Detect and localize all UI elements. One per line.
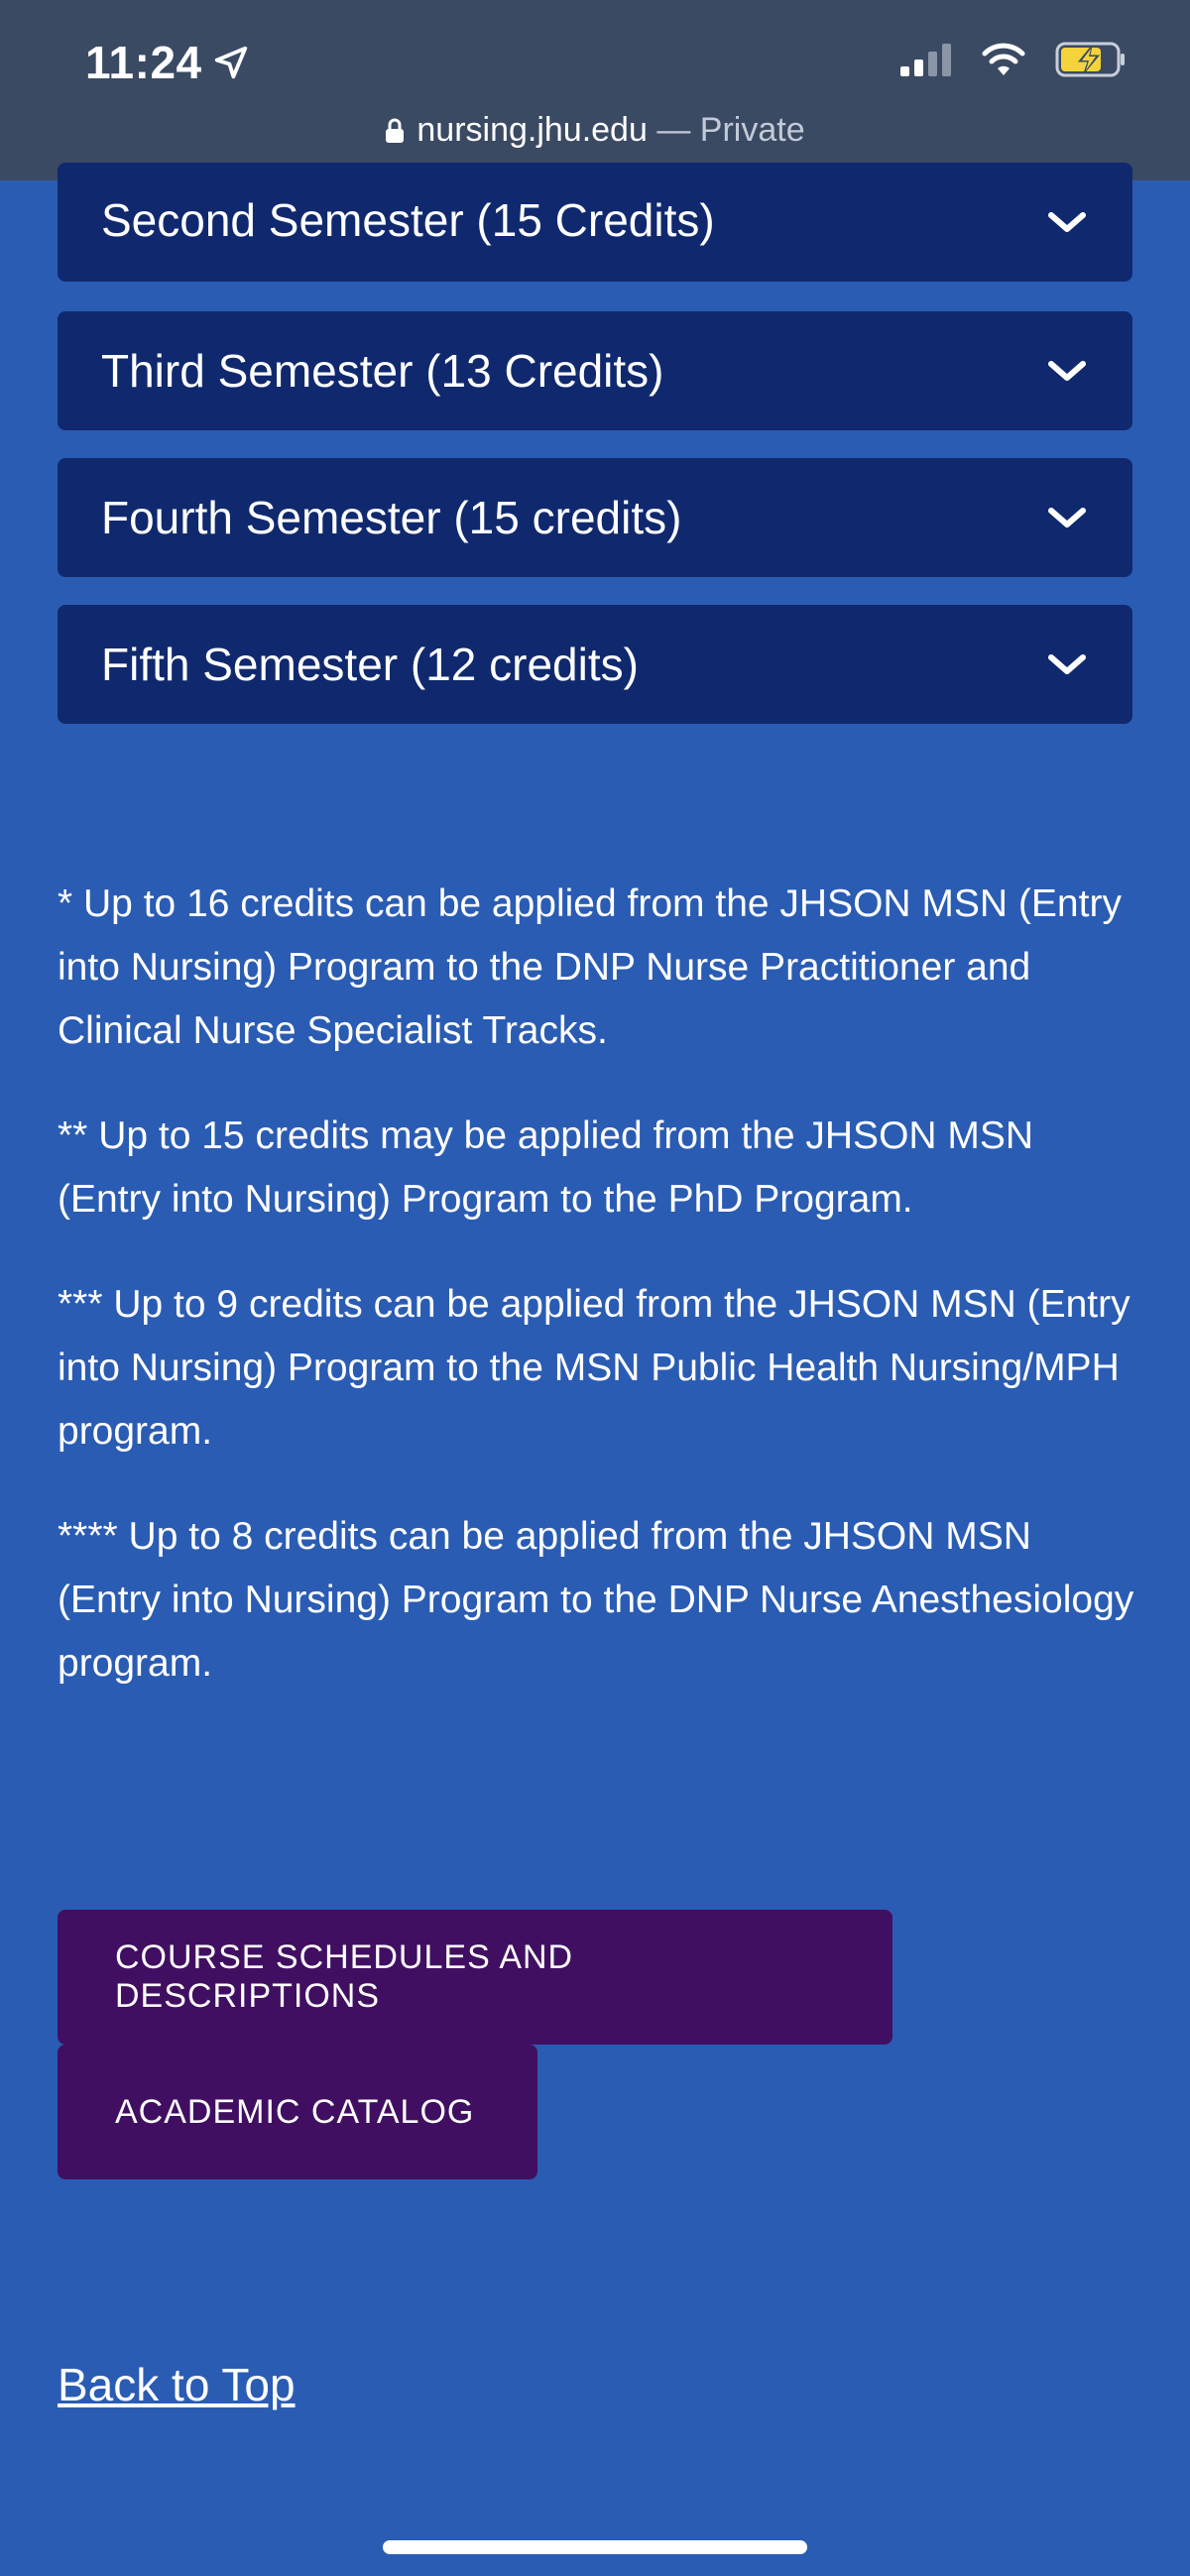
chevron-down-icon — [1045, 356, 1089, 386]
back-to-top-link[interactable]: Back to Top — [58, 2359, 296, 2410]
accordion-second-semester[interactable] — [58, 163, 1132, 282]
battery-charging-icon — [1055, 42, 1127, 77]
lock-icon — [385, 118, 405, 144]
status-time — [85, 36, 250, 89]
footnote-2: ** Up to 15 credits may be applied from the JHSON MSN (Entry into Nursing) Program to the PhD Program. — [58, 1114, 1034, 1221]
accordion-label: Fifth Semester (12 credits) — [101, 639, 639, 690]
cellular-signal-icon — [900, 43, 952, 76]
location-arrow-icon — [212, 44, 250, 81]
private-label: Private — [699, 111, 805, 149]
footnote-4: **** Up to 8 credits can be applied from the JHSON MSN (Entry into Nursing) Program to the DNP Nurse Anesthesiology program. — [58, 1515, 1134, 1685]
accordion-label: Fourth Semester (15 credits) — [101, 492, 682, 543]
chevron-down-icon — [1045, 649, 1089, 679]
home-indicator[interactable] — [383, 2540, 807, 2554]
footnote-3: *** Up to 9 credits can be applied from the JHSON MSN (Entry into Nursing) Program to the MSN Public Health Nursing/MPH program. — [58, 1283, 1130, 1453]
url-text: nursing.jhu.edu — [416, 111, 648, 149]
browser-address-bar[interactable] — [0, 111, 1190, 150]
status-icons — [900, 42, 1127, 77]
credit-footnotes — [58, 873, 1138, 1737]
course-schedules-button[interactable] — [58, 1910, 892, 2045]
accordion-label: Second Semester (15 Credits) — [101, 194, 715, 246]
button-label: COURSE SCHEDULES AND DESCRIPTIONS — [115, 1938, 574, 2015]
button-label: ACADEMIC CATALOG — [115, 2092, 475, 2131]
footnote-1: * Up to 16 credits can be applied from the JHSON MSN (Entry into Nursing) Program to the DNP Nurse Practitioner and Clinical Nurse Specialist Tracks. — [58, 882, 1122, 1052]
wifi-icon — [980, 42, 1027, 77]
accordion-label: Third Semester (13 Credits) — [101, 345, 664, 397]
chevron-down-icon — [1045, 503, 1089, 532]
status-bar — [0, 0, 1190, 180]
chevron-down-icon — [1045, 207, 1089, 237]
clock-label: 11:24 — [85, 37, 202, 88]
accordion-fourth-semester[interactable] — [58, 458, 1132, 577]
url-separator: — — [656, 111, 691, 149]
accordion-fifth-semester[interactable] — [58, 605, 1132, 724]
accordion-third-semester[interactable] — [58, 311, 1132, 430]
academic-catalog-button[interactable] — [58, 2045, 537, 2179]
